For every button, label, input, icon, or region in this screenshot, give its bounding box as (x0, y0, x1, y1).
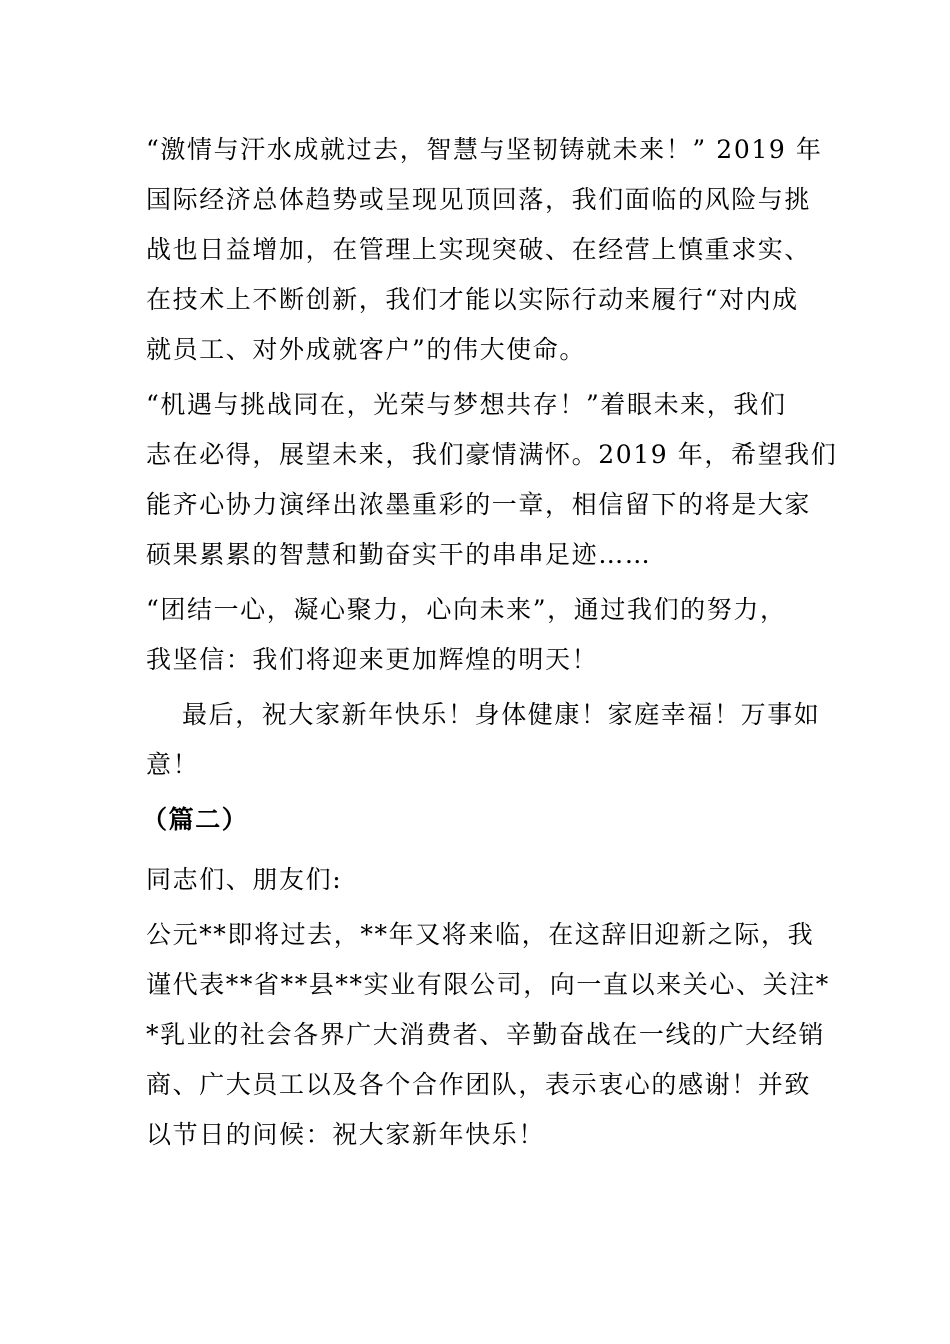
closing-paragraph-line-2: 谨代表**省**县**实业有限公司，向一直以来关心、关注* (146, 970, 830, 999)
paragraph-2-line-2: 志在必得，展望未来，我们豪情满怀。2019 年，希望我们 (146, 440, 838, 469)
closing-paragraph-line-3: *乳业的社会各界广大消费者、辛勤奋战在一线的广大经销 (146, 1020, 826, 1049)
paragraph-3-line-1: “团结一心，凝心聚力，心向未来”，通过我们的努力， (146, 595, 787, 624)
salutation: 同志们、朋友们: (146, 865, 343, 894)
paragraph-1-line-4: 在技术上不断创新，我们才能以实际行动来履行“对内成 (146, 285, 799, 314)
closing-paragraph-line-1: 公元**即将过去，**年又将来临，在这辞旧迎新之际，我 (146, 920, 815, 949)
paragraph-1-line-3: 战也日益增加，在管理上实现突破、在经营上慎重求实、 (146, 235, 812, 264)
paragraph-3-line-2: 我坚信：我们将迎来更加辉煌的明天！ (146, 645, 599, 674)
paragraph-1-line-5: 就员工、对外成就客户”的伟大使命。 (146, 335, 586, 364)
paragraph-1-line-1: “激情与汗水成就过去，智慧与坚韧铸就未来！” 2019 年 (146, 135, 823, 164)
section-heading: （篇二） (142, 805, 249, 834)
paragraph-2-line-4: 硕果累累的智慧和勤奋实干的串串足迹…… (146, 540, 652, 569)
paragraph-4-line-2: 意！ (146, 750, 200, 779)
paragraph-2-line-3: 能齐心协力演绎出浓墨重彩的一章，相信留下的将是大家 (146, 490, 812, 519)
closing-paragraph-line-5: 以节日的问候：祝大家新年快乐！ (146, 1120, 546, 1149)
paragraph-2-line-1: “机遇与挑战同在，光荣与梦想共存！”着眼未来，我们 (146, 390, 787, 419)
closing-paragraph-line-4: 商、广大员工以及各个合作团队，表示衷心的感谢！并致 (146, 1070, 812, 1099)
paragraph-4-line-1: 最后，祝大家新年快乐！身体健康！家庭幸福！万事如 (182, 700, 821, 729)
paragraph-1-line-2: 国际经济总体趋势或呈现见顶回落，我们面临的风险与挑 (146, 185, 812, 214)
